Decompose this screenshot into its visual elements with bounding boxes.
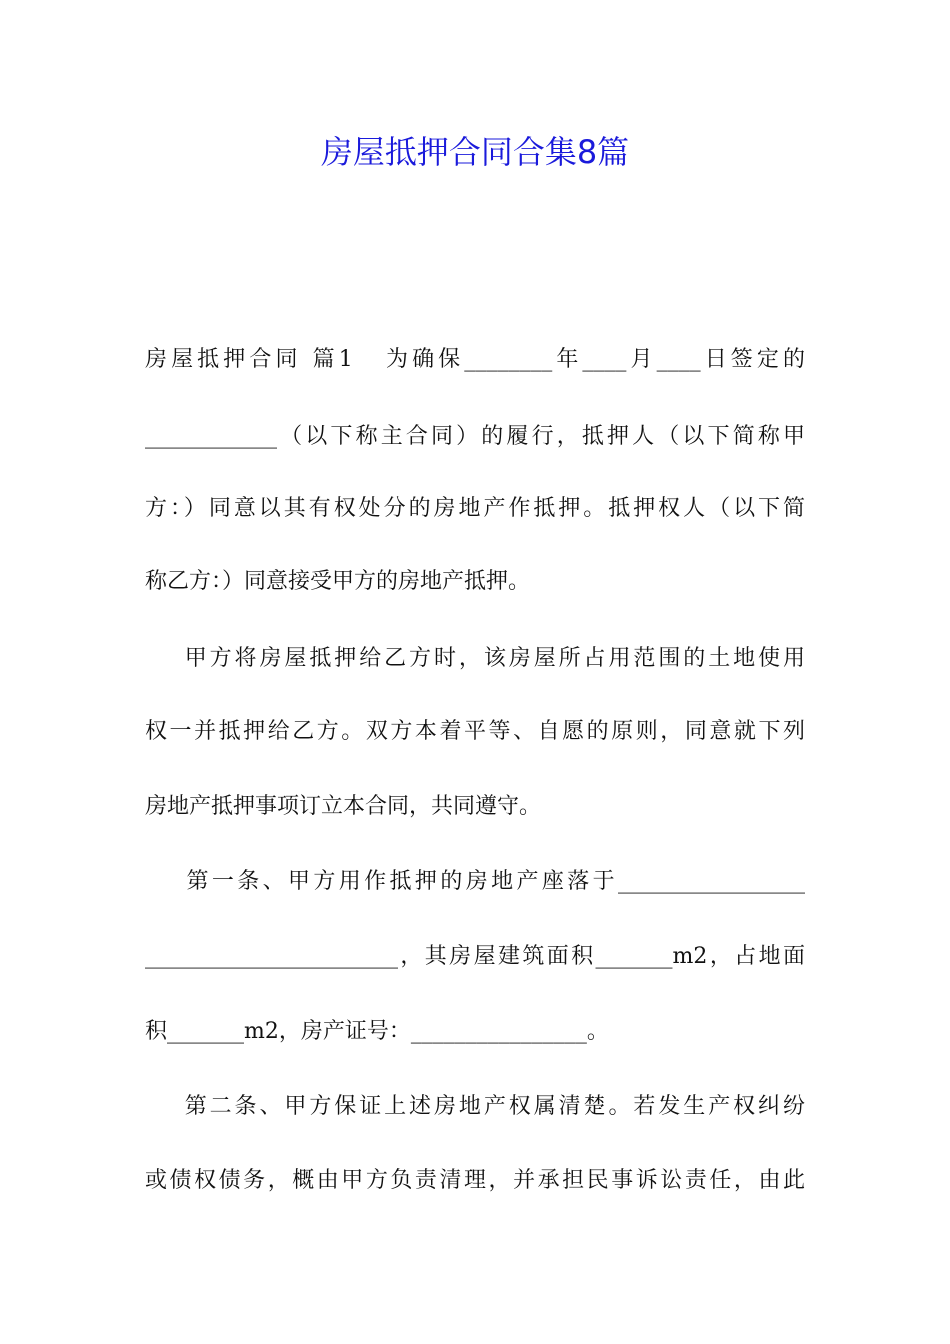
- text-line: 房屋抵押合同 篇1 为确保________年____月____日签定的: [145, 347, 805, 372]
- text-line: 或债权债务，概由甲方负责清理，并承担民事诉讼责任，由此: [145, 1168, 805, 1193]
- text-line: 第二条、甲方保证上述房地产权属清楚。若发生产权纠纷: [145, 1094, 805, 1119]
- text-line: 称乙方：）同意接受甲方的房地产抵押。: [145, 569, 531, 594]
- text-line: 甲方将房屋抵押给乙方时，该房屋所占用范围的土地使用: [145, 646, 805, 671]
- document-title: 房屋抵押合同合集8篇: [320, 133, 630, 171]
- text-line: 房地产抵押事项订立本合同，共同遵守。: [145, 794, 542, 819]
- text-line: 权一并抵押给乙方。双方本着平等、自愿的原则，同意就下列: [145, 719, 805, 744]
- text-line: 方：）同意以其有权处分的房地产作抵押。抵押权人（以下简: [145, 496, 805, 521]
- text-line: ____________（以下称主合同）的履行，抵押人（以下简称甲: [145, 424, 805, 449]
- text-line: _______________________，其房屋建筑面积_______m2，占地面: [145, 944, 805, 969]
- text-line: 积_______m2，房产证号：________________。: [145, 1019, 609, 1044]
- text-line: 第一条、甲方用作抵押的房地产座落于_________________: [145, 869, 805, 894]
